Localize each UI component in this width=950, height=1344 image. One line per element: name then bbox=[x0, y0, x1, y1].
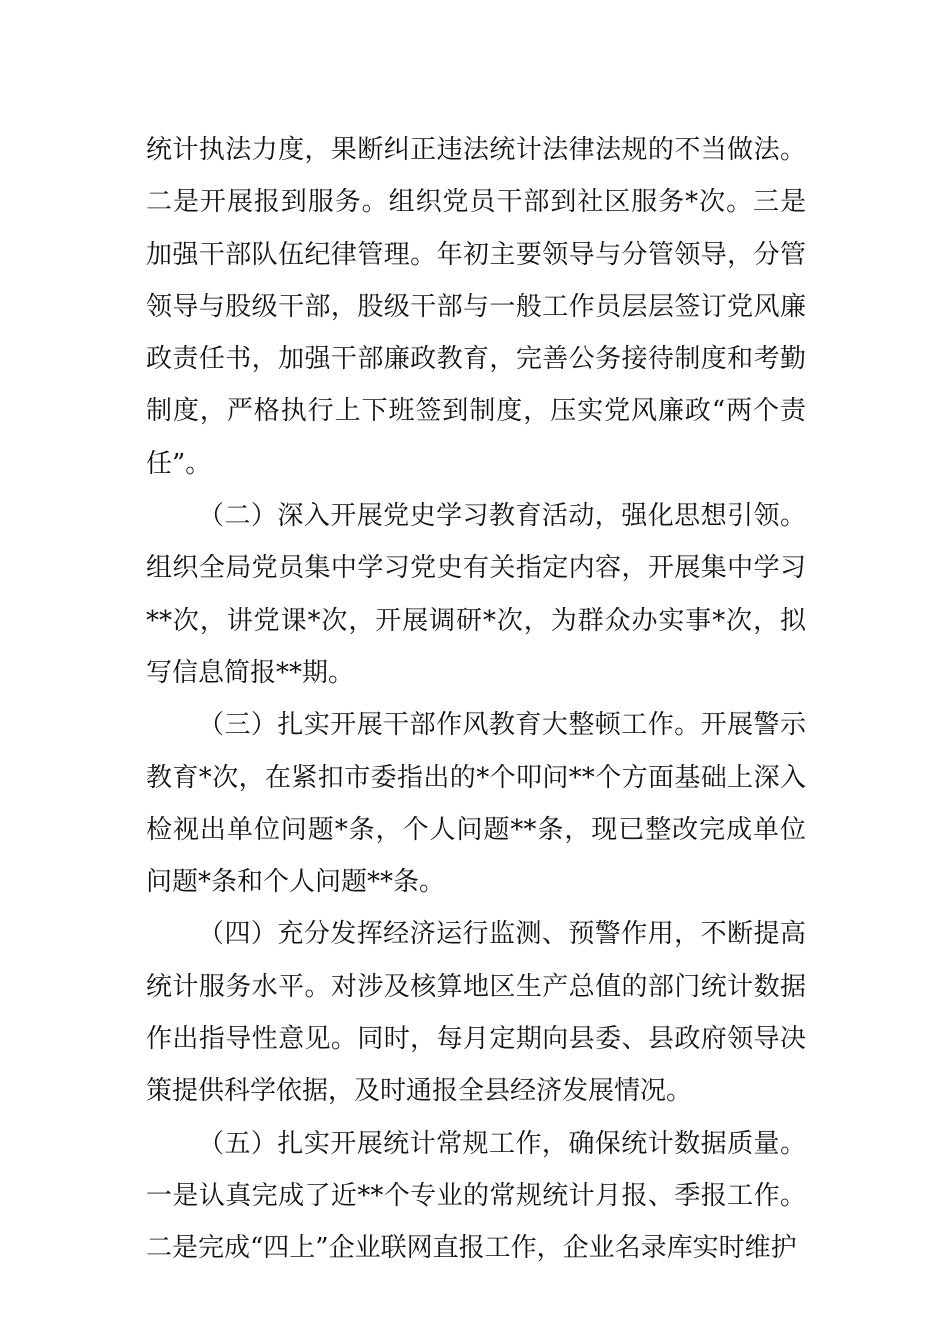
paragraph-routine-statistics: （五）扎实开展统计常规工作，确保统计数据质量。一是认真完成了近**个专业的常规统计月报、季报工作。二是完成“四上”企业联网直报工作，企业名录库实时维护 bbox=[146, 1128, 806, 1264]
paragraph-continuation: 统计执法力度，果断纠正违法统计法律法规的不当做法。二是开展报到服务。组织党员干部到社区服务*次。三是加强干部队伍纪律管理。年初主要领导与分管领导，分管领导与股级干部，股级干部与一般工作员层层签订党风廉政责任书，加强干部廉政教育，完善公务接待制度和考勤制度，严格执行上下班签到制度，压实党风廉政“两个责任”。 bbox=[146, 135, 806, 479]
paragraph-cadre-style-rectification: （三）扎实开展干部作风教育大整顿工作。开展警示教育*次，在紧扣市委指出的*个叩问**个方面基础上深入检视出单位问题*条，个人问题**条，现已整改完成单位问题*条和个人问题**条。 bbox=[146, 710, 806, 898]
paragraph-party-history-study: （二）深入开展党史学习教育活动，强化思想引领。组织全局党员集中学习党史有关指定内容，开展集中学习**次，讲党课*次，开展调研*次，为群众办实事*次，拟写信息简报**期。 bbox=[146, 501, 806, 688]
paragraph-economic-monitoring: （四）充分发挥经济运行监测、预警作用，不断提高统计服务水平。对涉及核算地区生产总值的部门统计数据作出指导性意见。同时，每月定期向县委、县政府领导决策提供科学依据，及时通报全县经济发展情况。 bbox=[146, 919, 806, 1107]
document-body bbox=[146, 124, 806, 1275]
